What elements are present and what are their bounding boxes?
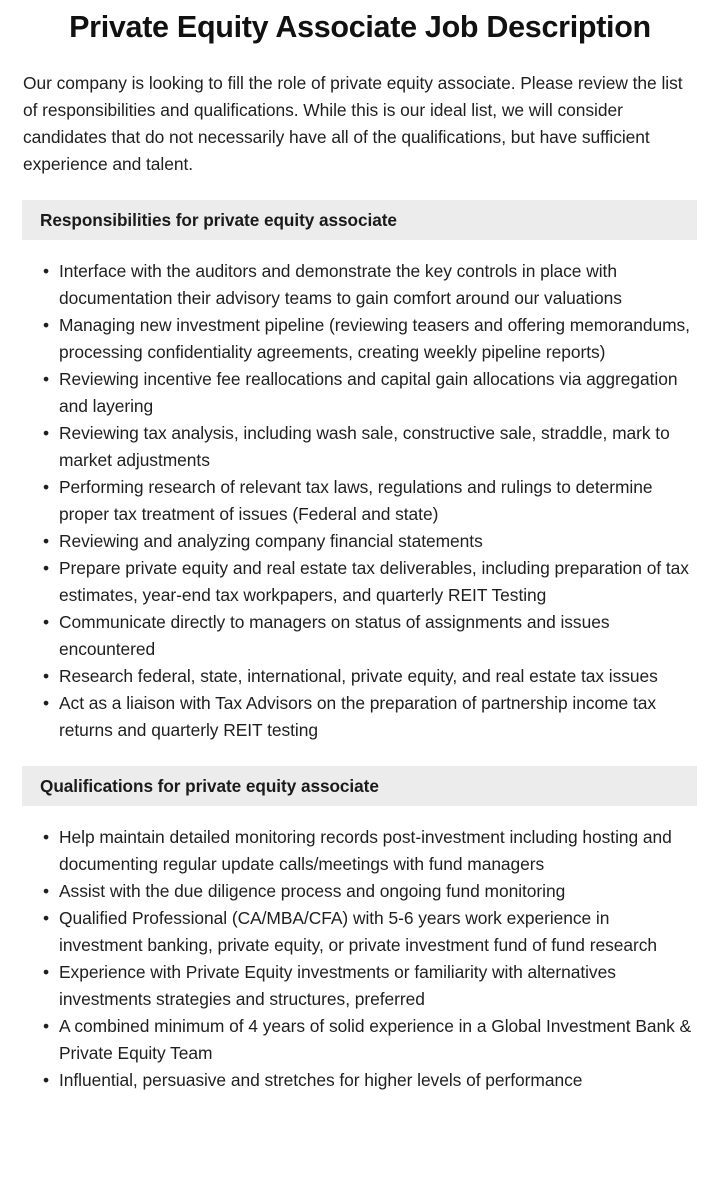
bullet-icon: • — [43, 369, 50, 390]
qualifications-list — [0, 806, 720, 1094]
list-item — [0, 1067, 720, 1094]
list-item-text: Prepare private equity and real estate tax deliverables, including preparation of tax estimates, year-end tax workpapers, and quarterly REIT Testing — [59, 558, 689, 606]
list-item — [0, 555, 720, 609]
page-title: Private Equity Associate Job Description — [69, 10, 651, 44]
section-heading-qualifications: Qualifications for private equity associate — [40, 775, 379, 796]
list-item — [0, 824, 720, 878]
list-item — [0, 1013, 720, 1067]
spacer — [0, 744, 720, 766]
list-item — [0, 878, 720, 905]
list-item-text: Act as a liaison with Tax Advisors on the preparation of partnership income tax returns and quarterly REIT testing — [59, 693, 656, 741]
list-item — [0, 528, 720, 555]
bullet-icon: • — [43, 477, 50, 498]
bullet-icon: • — [43, 962, 50, 983]
bullet-icon: • — [43, 612, 50, 633]
bullet-icon: • — [43, 531, 50, 552]
bullet-icon: • — [43, 315, 50, 336]
list-item — [0, 609, 720, 663]
list-item-text: Managing new investment pipeline (reviewing teasers and offering memorandums, processing confidentiality agreements, creating weekly pipeline reports) — [59, 315, 690, 363]
spacer — [0, 178, 720, 200]
section-qualifications — [0, 766, 720, 1094]
list-item — [0, 690, 720, 744]
list-item-text: Influential, persuasive and stretches for higher levels of performance — [59, 1070, 583, 1091]
section-header-band-qualifications — [22, 766, 697, 806]
list-item — [0, 905, 720, 959]
bullet-icon: • — [43, 693, 50, 714]
list-item-text: A combined minimum of 4 years of solid experience in a Global Investment Bank & Private Equity Team — [59, 1016, 692, 1064]
bullet-icon: • — [43, 423, 50, 444]
list-item — [0, 366, 720, 420]
list-item — [0, 959, 720, 1013]
list-item-text: Reviewing tax analysis, including wash sale, constructive sale, straddle, mark to market adjustments — [59, 423, 670, 471]
section-header-band-responsibilities — [22, 200, 697, 240]
intro-paragraph: Our company is looking to fill the role of private equity associate. Please review the list of responsibilities and qualifications. While this is our ideal list, we will consider candidates that do not necessarily have all of the qualifications, but have sufficient experience and talent. — [23, 73, 683, 175]
list-item-text: Performing research of relevant tax laws, regulations and rulings to determine proper tax treatment of issues (Federal and state) — [59, 477, 653, 525]
section-responsibilities — [0, 200, 720, 744]
list-item — [0, 663, 720, 690]
responsibilities-list — [0, 240, 720, 744]
list-item-text: Research federal, state, international, private equity, and real estate tax issues — [59, 666, 658, 687]
list-item-text: Assist with the due diligence process and ongoing fund monitoring — [59, 881, 566, 902]
list-item-text: Help maintain detailed monitoring records post-investment including hosting and documenting regular update calls/meetings with fund managers — [59, 827, 672, 875]
list-item — [0, 420, 720, 474]
bullet-icon: • — [43, 1016, 50, 1037]
list-item-text: Reviewing and analyzing company financial statements — [59, 531, 483, 552]
list-item-text: Interface with the auditors and demonstrate the key controls in place with documentation their advisory teams to gain comfort around our valuations — [59, 261, 622, 309]
bullet-icon: • — [43, 827, 50, 848]
list-item-text: Experience with Private Equity investments or familiarity with alternatives investments strategies and structures, preferred — [59, 962, 616, 1010]
list-item — [0, 474, 720, 528]
bullet-icon: • — [43, 908, 50, 929]
list-item — [0, 312, 720, 366]
bullet-icon: • — [43, 881, 50, 902]
list-item-text: Communicate directly to managers on status of assignments and issues encountered — [59, 612, 610, 660]
list-item — [0, 258, 720, 312]
list-item-text: Reviewing incentive fee reallocations and capital gain allocations via aggregation and layering — [59, 369, 678, 417]
bullet-icon: • — [43, 261, 50, 282]
list-item-text: Qualified Professional (CA/MBA/CFA) with 5-6 years work experience in investment banking, private equity, or private investment fund of fund research — [59, 908, 657, 956]
bullet-icon: • — [43, 1070, 50, 1091]
section-heading-responsibilities: Responsibilities for private equity associate — [40, 209, 397, 230]
bullet-icon: • — [43, 666, 50, 687]
bullet-icon: • — [43, 558, 50, 579]
